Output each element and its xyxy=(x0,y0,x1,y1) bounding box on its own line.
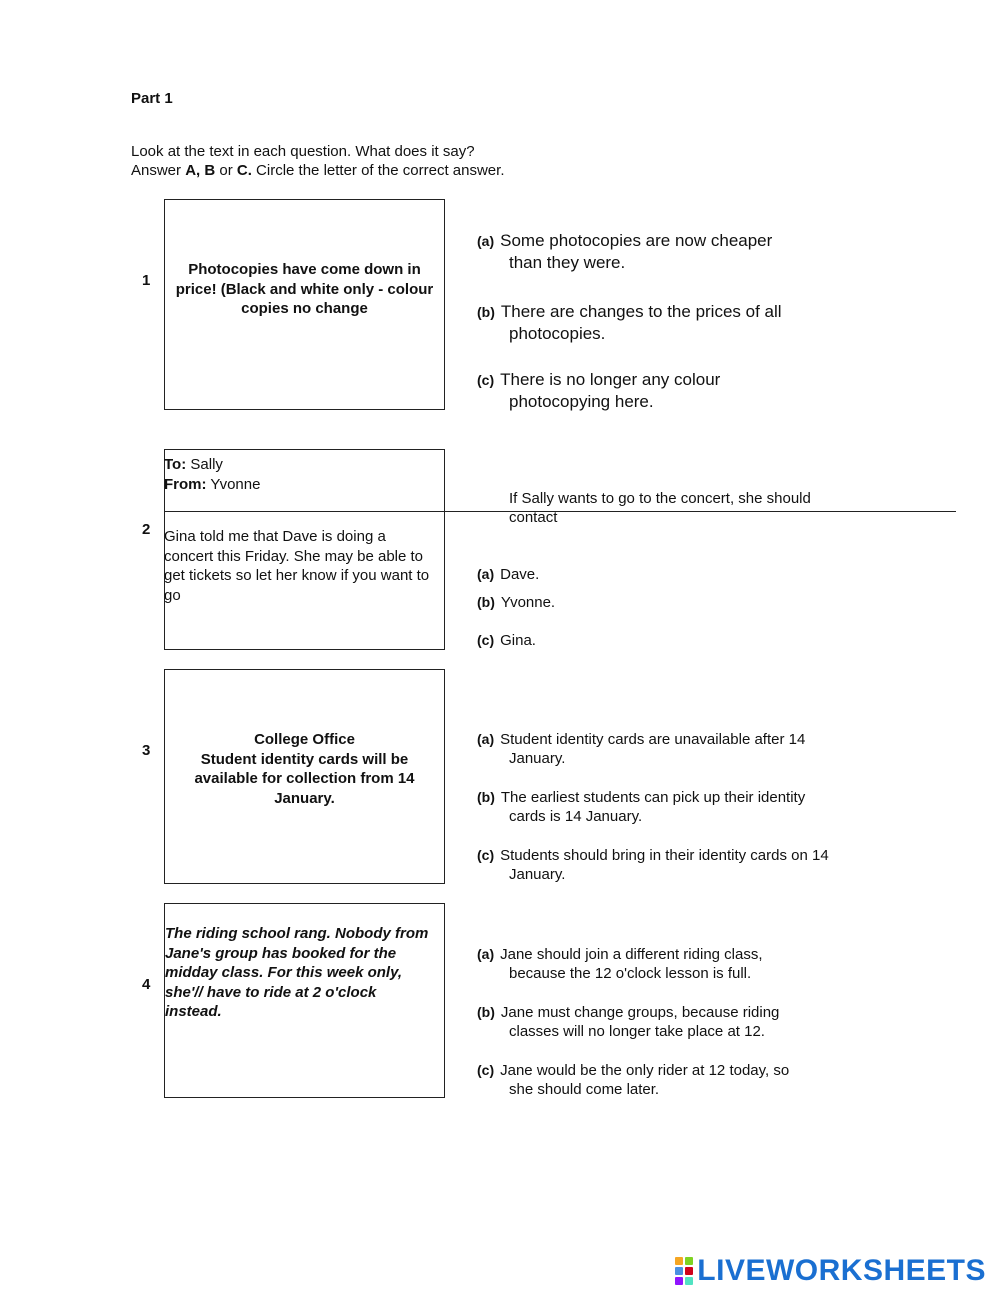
logo-text: LIVEWORKSHEETS xyxy=(697,1254,986,1287)
question-prompt: If Sally wants to go to the concert, she should contact xyxy=(509,490,811,526)
option-c[interactable]: (c) Students should bring in their identity cards on 14 January. xyxy=(477,847,829,883)
notice-text: Photocopies have come down in price! (Black and white only - colour copies no change xyxy=(175,261,434,317)
message-header: To: Sally From: Yvonne xyxy=(164,456,261,493)
option-c[interactable]: (c) Gina. xyxy=(477,632,536,649)
option-b[interactable]: (b) Jane must change groups, because riding classes will no longer take place at 12. xyxy=(477,1004,780,1040)
option-b[interactable]: (b) There are changes to the prices of all photocopies. xyxy=(477,302,782,343)
option-b[interactable]: (b) The earliest students can pick up their identity cards is 14 January. xyxy=(477,789,806,825)
notice-box xyxy=(164,199,445,410)
option-a[interactable]: (a) Jane should join a different riding class, because the 12 o'clock lesson is full. xyxy=(477,946,763,982)
question-number: 2 xyxy=(142,521,151,538)
part-title: Part 1 xyxy=(131,90,173,107)
notice-heading: College Office xyxy=(254,731,355,748)
liveworksheets-logo[interactable] xyxy=(675,1254,986,1288)
logo-mark-icon xyxy=(675,1257,693,1285)
notice-box xyxy=(164,669,445,884)
instructions xyxy=(131,142,504,180)
question-number: 3 xyxy=(142,742,151,759)
question-number: 1 xyxy=(142,272,151,289)
instructions-line1: Look at the text in each question. What does it say? xyxy=(131,143,475,160)
question-number: 4 xyxy=(142,976,151,993)
option-b[interactable]: (b) Yvonne. xyxy=(477,594,556,611)
option-c[interactable]: (c) Jane would be the only rider at 12 today, so she should come later. xyxy=(477,1062,790,1098)
option-a[interactable]: (a) Student identity cards are unavailable after 14 January. xyxy=(477,731,806,767)
notice-text: Student identity cards will be available for collection from 14 January. xyxy=(194,750,415,807)
notice-text: The riding school rang. Nobody from Jane's group has booked for the midday class. For this week only, she'// have to ride at 2 o'clock instead. xyxy=(165,925,429,1020)
option-a[interactable]: (a) Dave. xyxy=(477,566,540,583)
instructions-line2: Answer A, B or C. Circle the letter of the correct answer. xyxy=(131,162,505,179)
option-c[interactable]: (c) There is no longer any colour photocopying here. xyxy=(477,370,721,411)
option-a[interactable]: (a) Some photocopies are now cheaper than they were. xyxy=(477,231,773,272)
message-text: Gina told me that Dave is doing a concert this Friday. She may be able to get tickets so let her know if you want to go xyxy=(164,528,430,604)
